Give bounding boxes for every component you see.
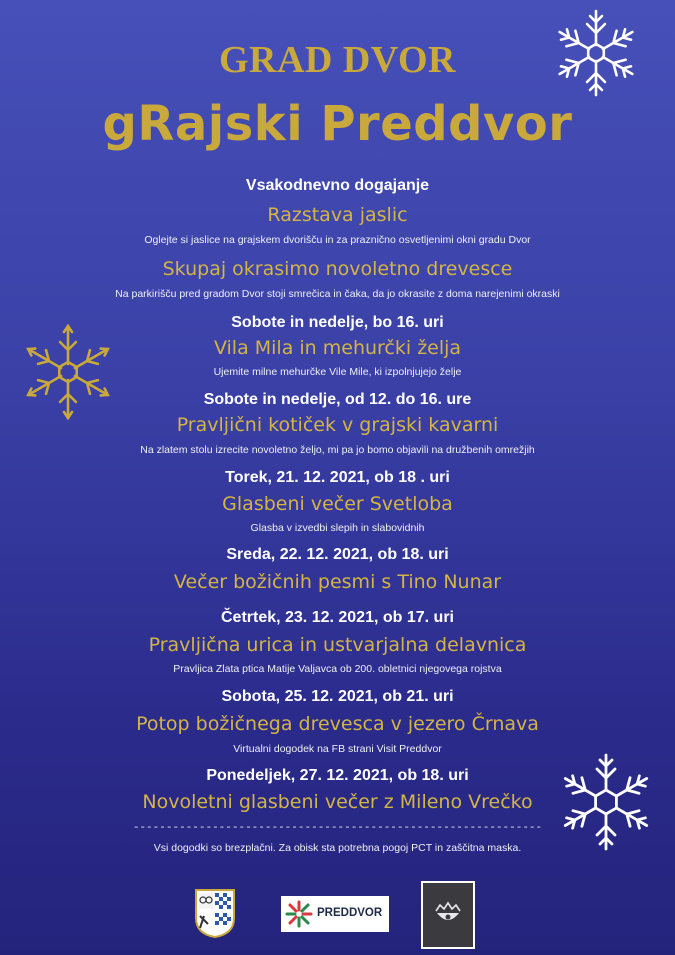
section-heading: Četrtek, 23. 12. 2021, ob 17. uri xyxy=(220,609,454,626)
event-title: Potop božičnega drevesca v jezero Črnava xyxy=(136,713,539,735)
event-description: Na zlatem stolu izrecite novoletno željo, mi pa jo bomo objavili na družbenih omrežjih xyxy=(140,444,535,456)
event-description: Pravljica Zlata ptica Matije Valjavca ob 200. obletnici njegovega rojstva xyxy=(173,663,502,675)
event-title: Pravljični kotiček v grajski kavarni xyxy=(176,414,499,436)
event-title: Vila Mila in mehurčki želja xyxy=(213,337,462,359)
section-heading: Vsakodnevno dogajanje xyxy=(245,177,430,194)
divider-line: -------------------------------------------------------------- xyxy=(132,822,543,834)
section-heading: Sobote in nedelje, od 12. do 16. ure xyxy=(203,391,472,408)
event-title: Večer božičnih pesmi s Tino Nunar xyxy=(173,571,502,593)
event-description: Oglejte si jaslice na grajskem dvorišču in za praznično osvetljenimi okni gradu Dvor xyxy=(144,234,531,246)
preddvor-logo-icon xyxy=(285,900,313,928)
event-title: Skupaj okrasimo novoletno drevesce xyxy=(162,258,513,280)
event-description: Virtualni dogodek na FB strani Visit Preddvor xyxy=(233,743,442,755)
section-heading: Sobote in nedelje, bo 16. uri xyxy=(231,314,444,331)
poster-title: gRajski Preddvor xyxy=(102,96,573,152)
event-description: Ujemite milne mehurčke Vile Mile, ki izpolnjujejo želje xyxy=(213,366,462,378)
preddvor-logo-text: PREDDVOR xyxy=(317,907,383,919)
preddvor-logo xyxy=(281,896,389,932)
section-heading: Sobota, 25. 12. 2021, ob 21. uri xyxy=(221,688,454,705)
coat-of-arms-icon xyxy=(194,888,236,938)
event-description: Na parkirišču pred gradom Dvor stoji smrečica in čaka, da jo okrasite z doma narejenimi okraski xyxy=(115,288,560,300)
section-heading: Torek, 21. 12. 2021, ob 18 . uri xyxy=(225,469,450,486)
event-title: Pravljična urica in ustvarjalna delavnica xyxy=(148,634,527,656)
event-title: Novoletni glasbeni večer z Mileno Vrečko xyxy=(142,791,533,813)
event-title: Razstava jaslic xyxy=(267,204,408,226)
footer-note: Vsi dogodki so brezplačni. Za obisk sta potrebna pogoj PCT in zaščitna maska. xyxy=(153,842,522,854)
castle-logo-icon xyxy=(432,901,464,927)
snowflake-icon-top-right xyxy=(548,8,644,98)
castle-logo xyxy=(421,881,475,949)
event-description: Glasba v izvedbi slepih in slabovidnih xyxy=(250,522,425,534)
city-title: GRAD DVOR xyxy=(218,39,456,81)
section-heading: Ponedeljek, 27. 12. 2021, ob 18. uri xyxy=(206,767,469,784)
section-heading: Sreda, 22. 12. 2021, ob 18. uri xyxy=(226,546,449,563)
event-title: Glasbeni večer Svetloba xyxy=(222,493,453,515)
